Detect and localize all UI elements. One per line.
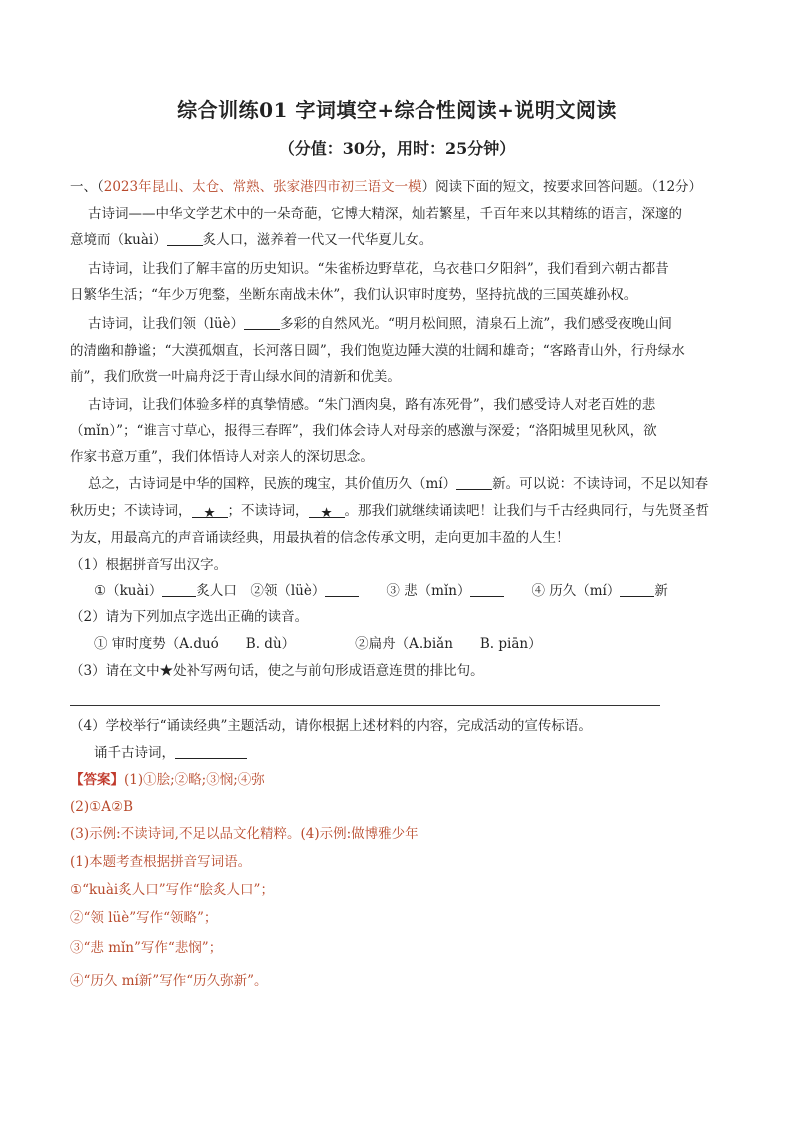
- paragraph-4-line-2: （mǐn）”；“谁言寸草心，报得三春晖”，我们体会诗人对母亲的感激与深爱；“洛阳城里见秋风，欲: [70, 423, 657, 439]
- explanation-line-0: (1)本题考查根据拼音写词语。: [70, 854, 252, 870]
- page-title: 综合训练01 字词填空+综合性阅读+说明文阅读: [177, 98, 617, 122]
- explanation-line-4: ④“历久 mí新”写作“历久弥新”。: [70, 973, 268, 989]
- explanation-line-1: ①“kuài炙人口”写作“脍炙人口”；: [70, 882, 274, 898]
- star-blank: [192, 503, 228, 521]
- sub-question-1: （1）根据拼音写出汉字。: [70, 557, 228, 573]
- paragraph-3-line-1: 古诗词，让我们领（lüè） 多彩的自然风光。“明月松间照，清泉石上流”，我们感受夜晚山间: [88, 316, 672, 332]
- star-icon: ★: [203, 505, 216, 521]
- answer-line-1: 【答案】(1)①脍;②略;③悯;④弥: [70, 772, 265, 788]
- paragraph-3-line-3: 前”，我们欣赏一叶扁舟泛于青山绿水间的清新和优美。: [70, 369, 401, 385]
- fill-blank: [456, 475, 492, 490]
- sub-question-1-items: ①（kuài） 炙人口 ②领（lüè） ③ 悲（mǐn） ④ 历久（mí） 新: [94, 583, 668, 599]
- answer-line-3: (3)示例:不读诗词,不足以品文化精粹。(4)示例:做博雅少年: [70, 826, 419, 842]
- fill-blank: [175, 744, 247, 759]
- explanation-line-2: ②“领 lüè”写作“领略”；: [70, 910, 218, 926]
- paragraph-3-line-2: 的清幽和静谧；“大漠孤烟直，长河落日圆”，我们饱览边陲大漠的壮阔和雄奇；“客路青山外，行舟绿水: [70, 343, 685, 359]
- page-subtitle: （分值：30分，用时：25分钟）: [278, 139, 516, 158]
- explanation-line-3: ③“悲 mǐn”写作“悲悯”；: [70, 940, 223, 956]
- paragraph-4-line-3: 作家书意万重”，我们体悟诗人对亲人的深切思念。: [70, 449, 374, 465]
- fill-blank: [620, 582, 654, 597]
- sub-question-4-prompt: 诵千古诗词，: [94, 743, 774, 763]
- question-source: 2023年昆山、太仓、常熟、张家港四市初三语文一模: [103, 179, 422, 195]
- fill-blank: [162, 582, 196, 597]
- question-1-heading: 一、（2023年昆山、太仓、常熟、张家港四市初三语文一模）阅读下面的短文，按要求回答问题。（12分）: [70, 179, 703, 195]
- sub-question-2-options: ① 审时度势（A.duó B. dù） ②扁舟（A.biǎn B. piān）: [94, 636, 542, 652]
- paragraph-5-line-3: 为友，用最高亢的声音诵读经典，用最执着的信念传承文明，走向更加丰盈的人生！: [70, 530, 570, 546]
- star-icon: ★: [320, 505, 333, 521]
- fill-blank: [167, 231, 203, 246]
- paragraph-5-line-1: 总之，古诗词是中华的国粹，民族的瑰宝，其价值历久（mí） 新。可以说：不读诗词，不足以知春: [88, 476, 709, 492]
- paragraph-2-line-2: 日繁华生活；“年少万兜鍪，坐断东南战未休”，我们认识审时度势，坚持抗战的三国英雄孙权。: [70, 287, 638, 303]
- sub-question-2: （2）请为下列加点字选出正确的读音。: [70, 609, 309, 625]
- star-blank: [309, 503, 345, 521]
- paragraph-1-line-1: 古诗词——中华文学艺术中的一朵奇葩，它博大精深，灿若繁星，千百年来以其精练的语言，深邃的: [88, 206, 682, 222]
- paragraph-5-line-2: 秋历史；不读诗词， ★ ；不读诗词， ★ 。那我们就继续诵读吧！让我们与千古经典同行，与先贤圣哲: [70, 503, 709, 521]
- fill-blank: [244, 315, 280, 330]
- sub-question-3: （3）请在文中★处补写两句话，使之与前句形成语意连贯的排比句。: [70, 663, 484, 679]
- fill-blank: [470, 582, 504, 597]
- answer-line: [70, 705, 660, 706]
- answer-line-2: (2)①A②B: [70, 799, 133, 815]
- answer-label: 【答案】: [70, 772, 124, 788]
- paragraph-1-line-2: 意境而（kuài） 炙人口，滋养着一代又一代华夏儿女。: [70, 232, 433, 248]
- paragraph-2-line-1: 古诗词，让我们了解丰富的历史知识。“朱雀桥边野草花，乌衣巷口夕阳斜”，我们看到六朝古都昔: [88, 261, 669, 277]
- sub-question-4: （4）学校举行“诵读经典”主题活动，请你根据上述材料的内容，完成活动的宣传标语。: [70, 718, 592, 734]
- paragraph-4-line-1: 古诗词，让我们体验多样的真挚情感。“朱门酒肉臭，路有冻死骨”，我们感受诗人对老百姓的悲: [88, 397, 656, 413]
- fill-blank: [325, 582, 359, 597]
